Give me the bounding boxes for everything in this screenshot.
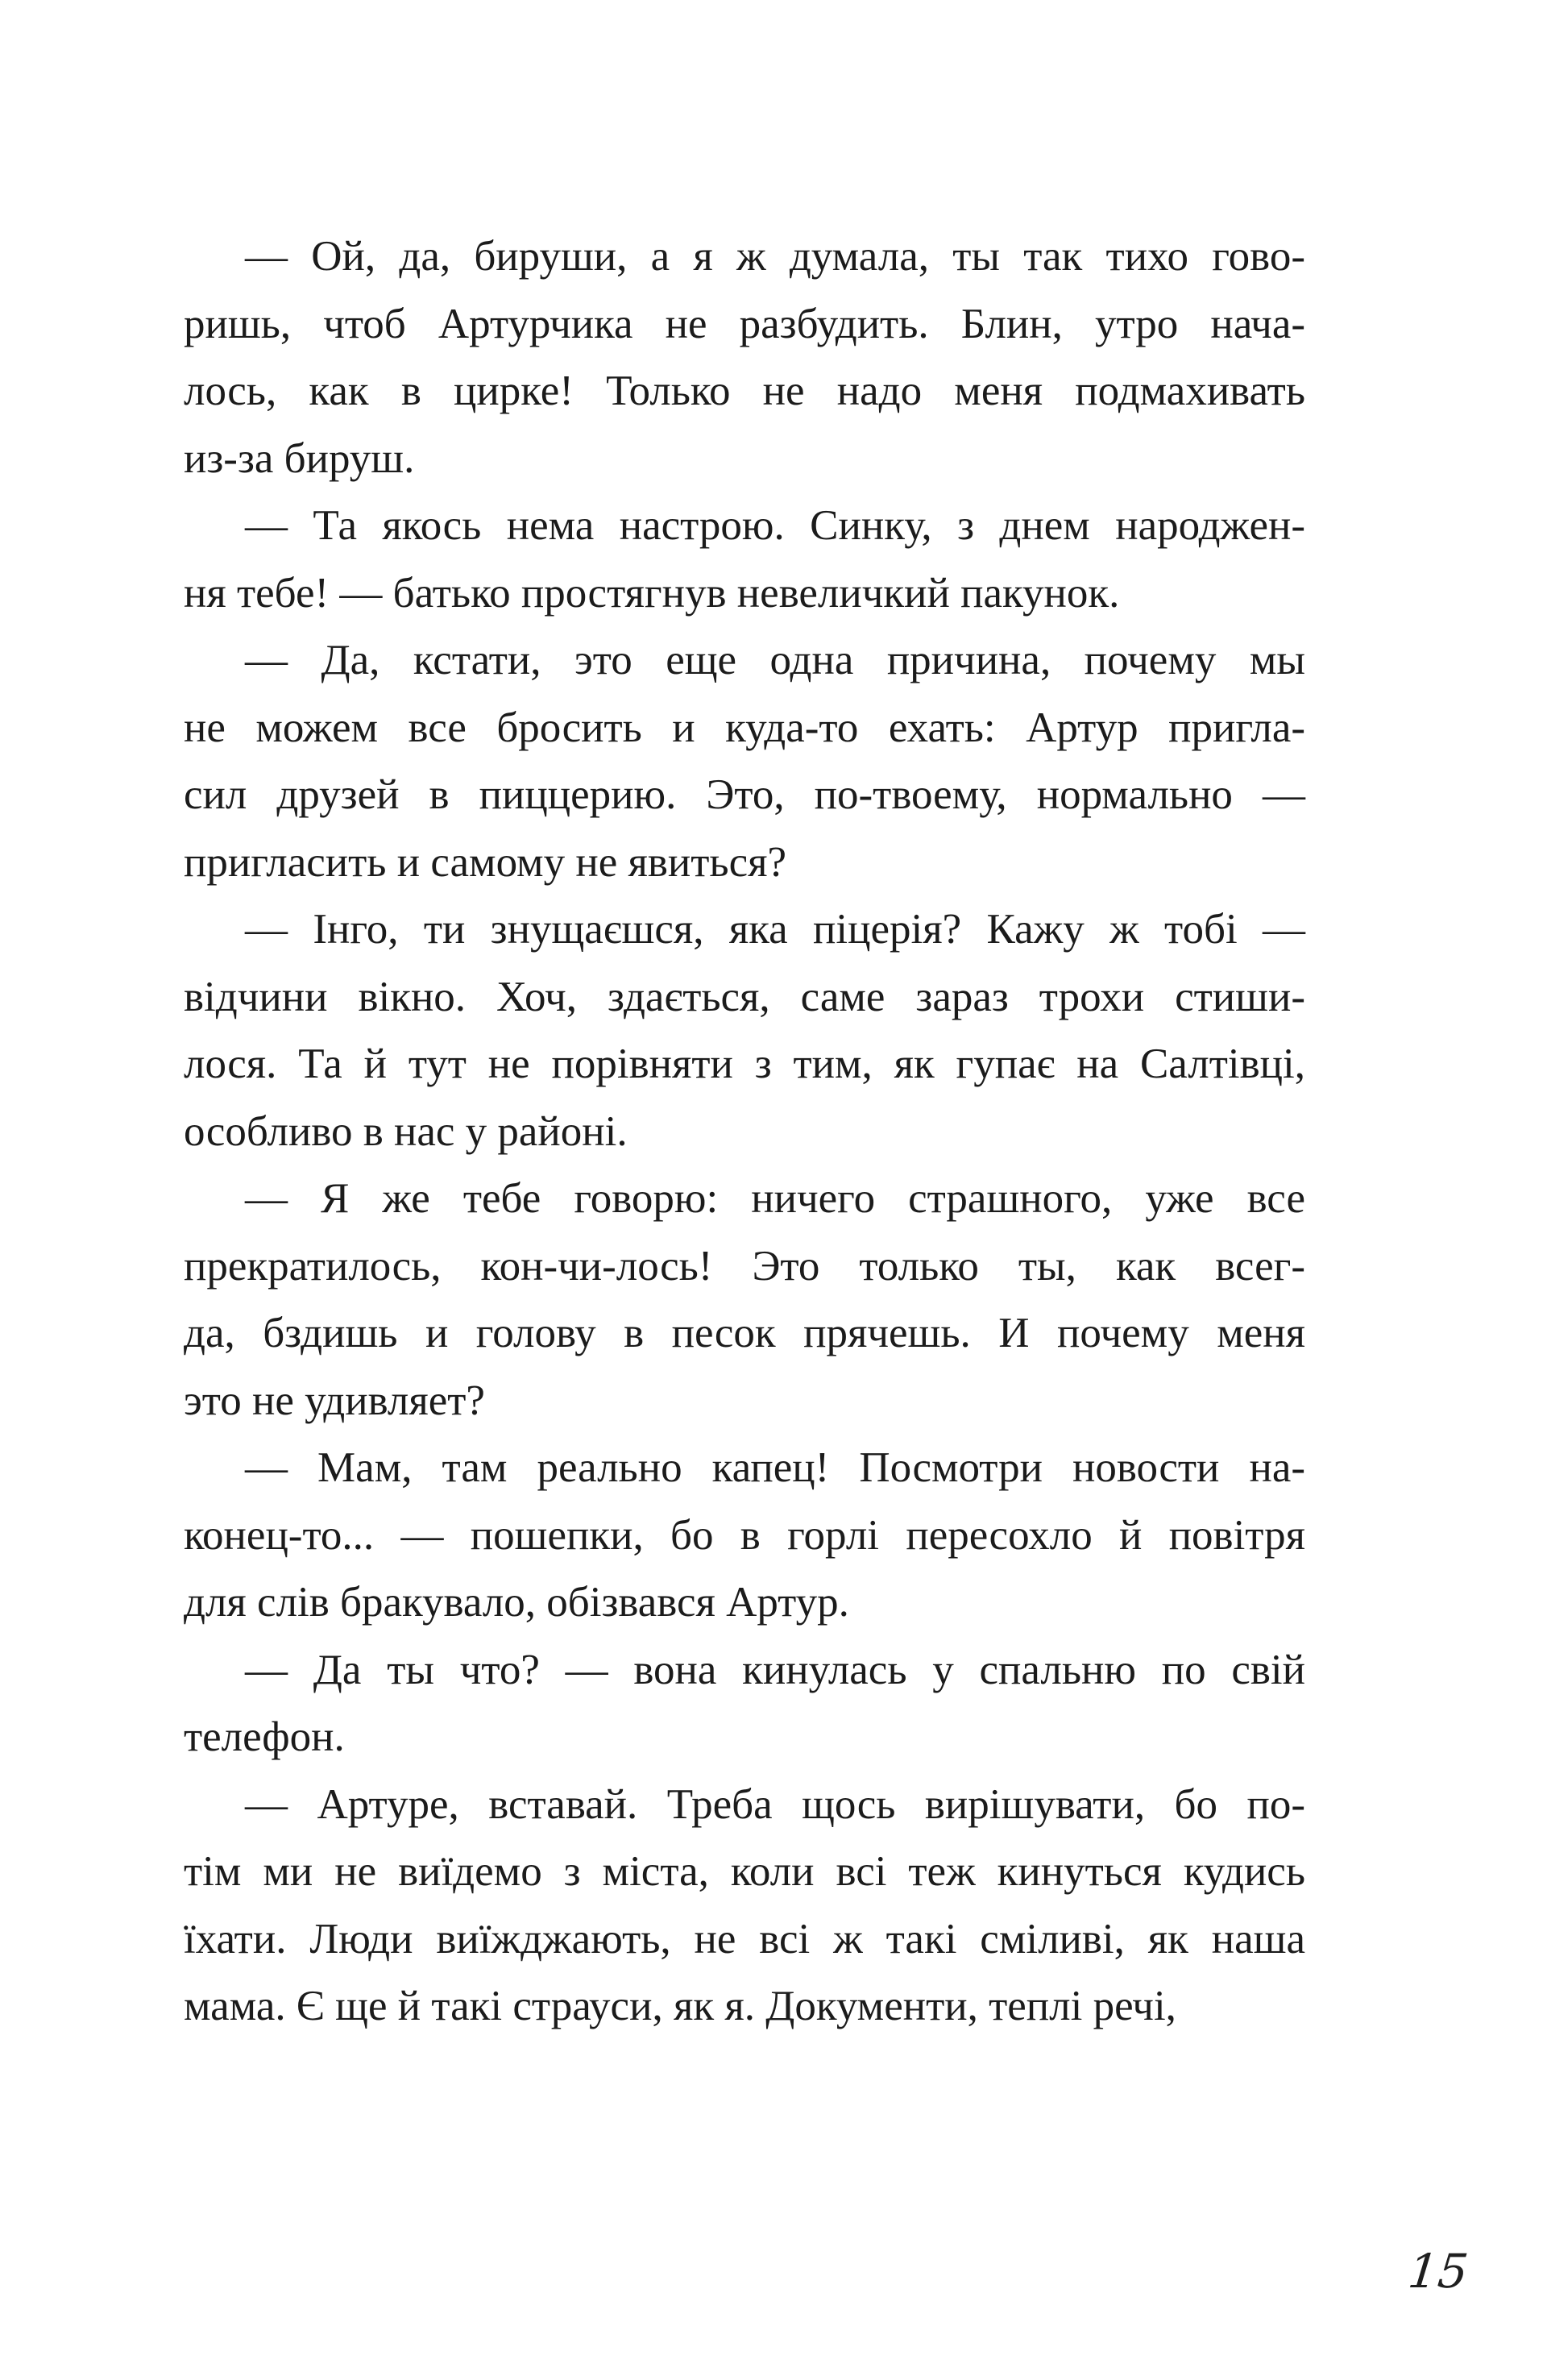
text-line: — Я же тебе говорю: ничего страшного, уже все — [245, 1175, 1305, 1222]
text-line: — Мам, там реально капец! Посмотри новости на- — [245, 1444, 1305, 1491]
text-line: — Та якось нема настрою. Синку, з днем народжен- — [245, 502, 1305, 549]
text-line: особливо в нас у районі. — [184, 1107, 628, 1155]
text-line: телефон. — [184, 1713, 345, 1760]
text-line: конец-то... — пошепки, бо в горлі пересохло й повітря — [184, 1511, 1305, 1559]
text-line: — Да ты что? — вона кинулась у спальню по свій — [245, 1646, 1305, 1693]
text-line: лось, как в цирке! Только не надо меня подмахивать — [184, 368, 1305, 414]
text-line: лося. Та й тут не порівняти з тим, як гупає на Салтівці, — [184, 1040, 1305, 1087]
text-line: прекратилось, кон-чи-лось! Это только ты, как всег- — [184, 1242, 1305, 1290]
text-line: ня тебе! — батько простягнув невеличкий пакунок. — [184, 569, 1120, 617]
text-line: їхати. Люди виїжджають, не всі ж такі сміливі, як наша — [184, 1915, 1305, 1963]
page-text — [184, 223, 1305, 2041]
text-line: — Ой, да, бируши, а я ж думала, ты так тихо гово- — [245, 233, 1305, 280]
text-line: — Да, кстати, это еще одна причина, почему мы — [245, 637, 1305, 683]
text-line: это не удивляет? — [184, 1377, 485, 1424]
text-line: для слів бракувало, обізвався Артур. — [184, 1579, 849, 1626]
text-line: — Артуре, вставай. Треба щось вирішувати, бо по- — [245, 1780, 1305, 1828]
text-line: из-за бируш. — [184, 434, 415, 482]
text-line: да, бздишь и голову в песок прячешь. И почему меня — [184, 1310, 1305, 1356]
text-line: відчини вікно. Хоч, здається, саме зараз трохи стиши- — [184, 973, 1305, 1020]
page-number: 15 — [1405, 2244, 1471, 2299]
text-line: мама. Є ще й такі страуси, як я. Документи, теплі речі, — [184, 1983, 1176, 2029]
text-line: — Інго, ти знущаєшся, яка піцерія? Кажу ж тобі — — [245, 906, 1305, 953]
text-line: пригласить и самому не явиться? — [184, 838, 787, 886]
text-line: сил друзей в пиццерию. Это, по-твоему, нормально — — [184, 771, 1305, 818]
text-line: не можем все бросить и куда-то ехать: Артур пригла- — [184, 704, 1305, 751]
text-line: тім ми не виїдемо з міста, коли всі теж кинуться кудись — [184, 1848, 1305, 1895]
text-line: ришь, чтоб Артурчика не разбудить. Блин, утро нача- — [184, 300, 1305, 347]
